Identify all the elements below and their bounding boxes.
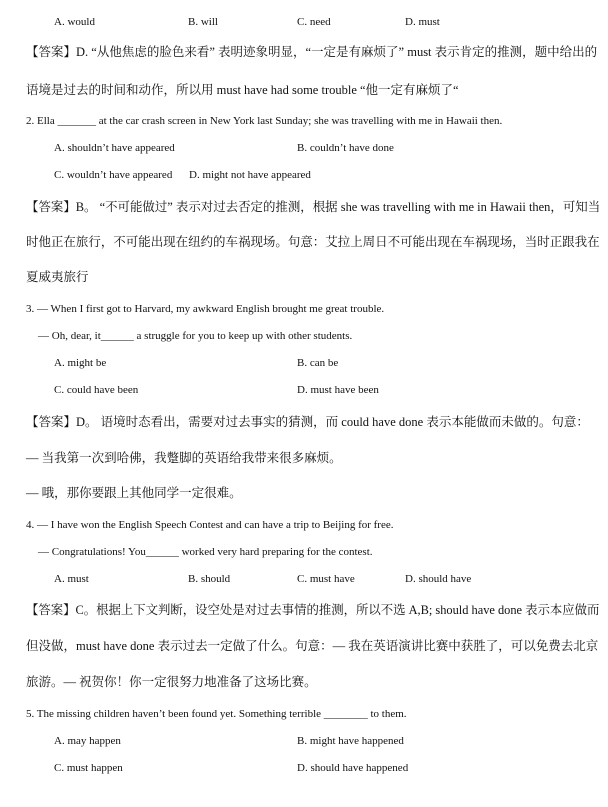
q5-option-b: B. might have happened [297, 735, 404, 747]
q2-option-b: B. couldn’t have done [297, 142, 394, 154]
q5-option-d: D. should have happened [297, 762, 409, 774]
q1-option-b: B. will [188, 16, 218, 28]
q4-answer-line-2: 但没做，must have done 表示过去一定做了什么。句意：— 我在英语演讲比赛中获胜了，可以免费去北京 [26, 639, 599, 653]
q2-answer-line-3: 夏威夷旅行 [26, 270, 89, 284]
q3-answer-line-1: 【答案】D。 语境时态看出，需要对过去事实的猜测，而 could have done 表示本能做而未做的。句意： [26, 415, 589, 429]
q2-option-d: D. might not have appeared [189, 169, 311, 181]
q2-option-c: C. wouldn’t have appeared [54, 169, 173, 181]
q3-option-c: C. could have been [54, 384, 139, 396]
q3-answer-line-2: — 当我第一次到哈佛，我蹩脚的英语给我带来很多麻烦。 [26, 451, 342, 465]
q4-option-b: B. should [188, 573, 231, 585]
q2-stem: 2. Ella _______ at the car crash screen in New York last Sunday; she was travelling with me in Hawaii then. [26, 115, 503, 127]
q5-option-a: A. may happen [54, 735, 121, 747]
q5-option-c: C. must happen [54, 762, 123, 774]
q4-stem-line-2: — Congratulations! You______ worked very hard preparing for the contest. [38, 546, 373, 558]
q1-answer-line-1: 【答案】D. “从他焦虑的脸色来看” 表明迹象明显，“一定是有麻烦了” must 表示肯定的推测，题中给出的 [26, 45, 598, 59]
q2-option-a: A. shouldn’t have appeared [54, 142, 175, 154]
q1-answer-line-2: 语境是过去的时间和动作，所以用 must have had some trouble “他一定有麻烦了“ [26, 83, 459, 97]
q1-option-c: C. need [297, 16, 331, 28]
q4-answer-line-1: 【答案】C。根据上下文判断，设空处是对过去事情的推测，所以不选 A,B; should have done 表示本应做而 [26, 603, 600, 617]
q3-option-a: A. might be [54, 357, 107, 369]
q2-answer-line-2: 时他正在旅行，不可能出现在纽约的车祸现场。句意：艾拉上周日不可能出现在车祸现场，当时正跟我在 [26, 235, 600, 249]
q4-stem-line-1: 4. — I have won the English Speech Contest and can have a trip to Beijing for free. [26, 519, 394, 531]
q4-option-c: C. must have [297, 573, 355, 585]
q1-option-a: A. would [54, 16, 95, 28]
q4-option-d: D. should have [405, 573, 472, 585]
q3-stem-line-1: 3. — When I first got to Harvard, my awkward English brought me great trouble. [26, 303, 385, 315]
q3-option-d: D. must have been [297, 384, 379, 396]
q3-stem-line-2: — Oh, dear, it______ a struggle for you to keep up with other students. [38, 330, 353, 342]
q1-option-d: D. must [405, 16, 440, 28]
q4-answer-line-3: 旅游。— 祝贺你！你一定很努力地准备了这场比赛。 [26, 675, 317, 689]
q3-answer-line-3: — 哦，那你要跟上其他同学一定很难。 [26, 486, 242, 500]
q5-stem: 5. The missing children haven’t been found yet. Something terrible ________ to them. [26, 708, 407, 720]
q2-answer-line-1: 【答案】B。 “不可能做过” 表示对过去否定的推测，根据 she was travelling with me in Hawaii then，可知当 [26, 200, 601, 214]
q4-option-a: A. must [54, 573, 89, 585]
q3-option-b: B. can be [297, 357, 339, 369]
